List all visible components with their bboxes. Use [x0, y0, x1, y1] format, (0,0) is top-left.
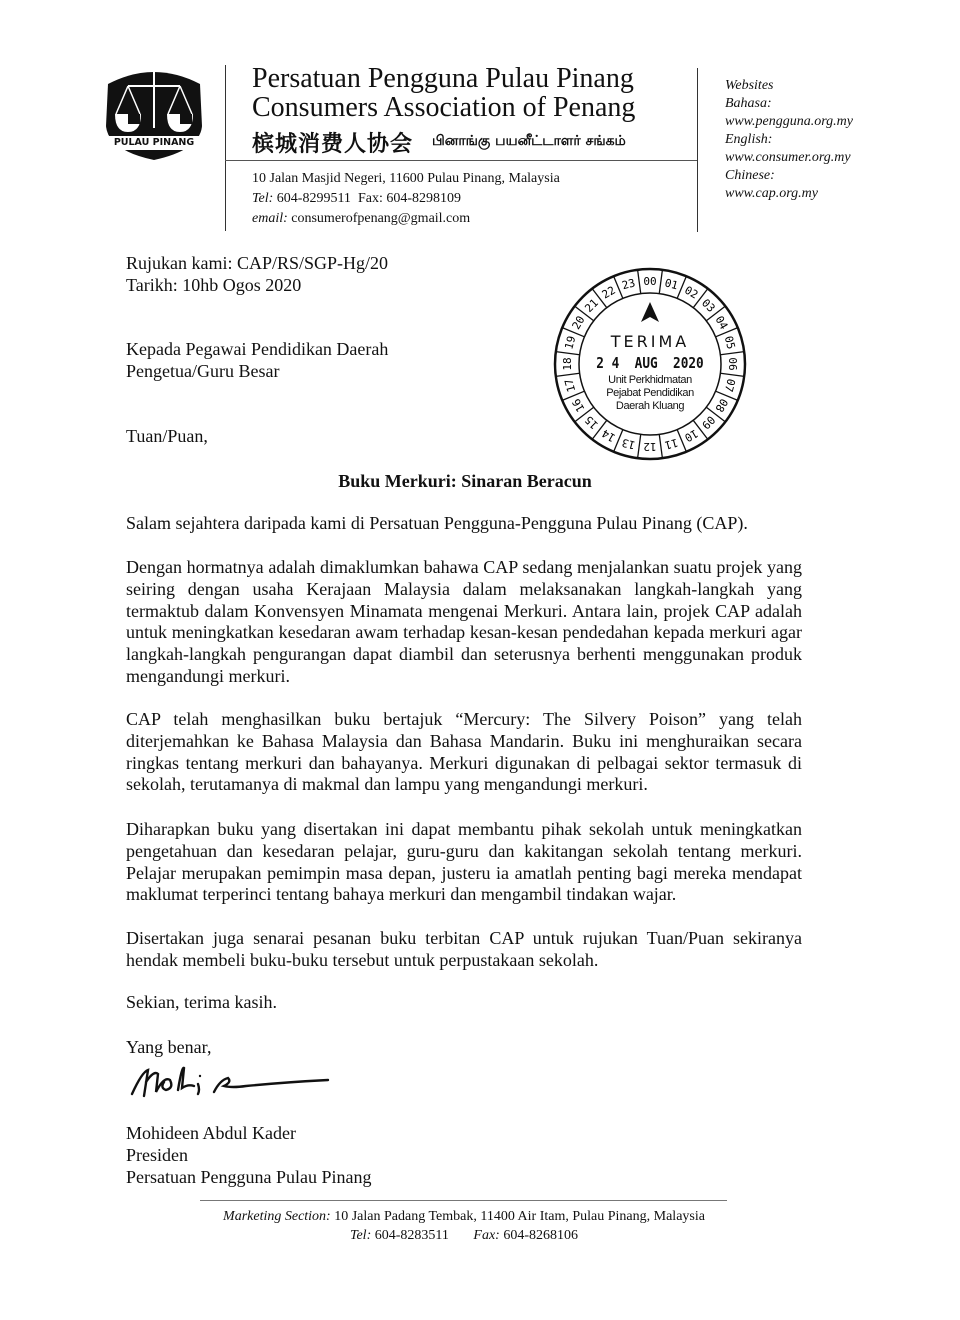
- body-paragraph: CAP telah menghasilkan buku bertajuk “Mercury: The Silvery Poison” yang telah diterjemahkan ke Bahasa Malaysia dan Bahasa Mandarin. Buku ini menghuraikan secara ringkas tentang merkuri dan bahayanya. Merkuri digunakan di pelbagai sektor termasuk di sekolah, terutamanya di makmal dan lampu yang mengandungi merkuri.: [126, 709, 802, 795]
- stamp-hour-label: 18: [561, 357, 574, 371]
- org-name-english: Consumers Association of Penang: [252, 92, 636, 123]
- sign-off: Yang benar,: [126, 1037, 212, 1057]
- stamp-hour-label: 09: [699, 413, 718, 432]
- reference-number: Rujukan kami: CAP/RS/SGP-Hg/20: [126, 253, 389, 273]
- stamp-hour-label: 02: [682, 283, 701, 302]
- stamp-hour-label: 00: [643, 275, 657, 288]
- stamp-line: Unit Perkhidmatan: [608, 374, 692, 386]
- website-label: Bahasa:: [725, 96, 772, 111]
- stamp-hour-label: 03: [699, 296, 718, 315]
- stamp-hour-label: 21: [582, 296, 601, 315]
- footer-contact: [160, 1226, 768, 1245]
- website-link[interactable]: www.consumer.org.my: [725, 150, 851, 165]
- email-label: email:: [252, 211, 288, 226]
- arrow-up-icon: [641, 302, 659, 322]
- org-name-chinese: 槟城消费人协会: [252, 132, 414, 157]
- closing: Sekian, terima kasih.: [126, 992, 277, 1012]
- fax-label: Fax:: [357, 191, 383, 206]
- org-email: [252, 209, 560, 229]
- stamp-hour-label: 19: [562, 334, 579, 351]
- stamp-hour-label: 04: [712, 313, 731, 332]
- signatory-title: Presiden: [126, 1145, 188, 1165]
- stamp-line: Daerah Kluang: [615, 400, 685, 412]
- website-label: English:: [725, 132, 773, 147]
- stamp-hour-label: 14: [599, 426, 618, 445]
- org-address: 10 Jalan Masjid Negeri, 11600 Pulau Pinang, Malaysia: [252, 171, 560, 186]
- header-rule: [225, 160, 697, 161]
- stamp-label: TERIMA: [610, 332, 690, 351]
- stamp-line: Pejabat Pendidikan: [606, 387, 694, 399]
- stamp-hour-label: 10: [682, 426, 701, 445]
- fax-value: 604-8298109: [386, 191, 461, 206]
- website-link[interactable]: www.cap.org.my: [725, 186, 818, 201]
- signatory-organisation: Persatuan Pengguna Pulau Pinang: [126, 1167, 372, 1187]
- stamp-hour-label: 11: [663, 435, 680, 452]
- body-paragraph: Dengan hormatnya adalah dimaklumkan bahawa CAP sedang menjalankan suatu projek yang seiring dengan usaha Kerajaan Malaysia dalam melaksanakan langkah-langkah yang termaktub dalam Konvensyen Minamata mengenai Merkuri. Antara lain, projek CAP adalah untuk meningkatkan kesedaran awam terhadap kesan-kesan pendedahan kepada merkuri agar langkah-langkah pengurangan dapat diambil dan seterusnya berhenti menggunakan produk mengandungi merkuri.: [126, 557, 802, 686]
- letter-subject: Buku Merkuri: Sinaran Beracun: [338, 471, 592, 491]
- footer-tel-label: Tel:: [349, 1228, 372, 1243]
- body-paragraph: Disertakan juga senarai pesanan buku terbitan CAP untuk rujukan Tuan/Puan sekiranya hendak membeli buku-buku tersebut untuk perpustakaan sekolah.: [126, 928, 802, 970]
- stamp-hour-label: 07: [721, 377, 738, 394]
- websites-block: [725, 77, 853, 203]
- org-name-malay: Persatuan Pengguna Pulau Pinang: [252, 63, 634, 94]
- websites-label: Websites: [725, 78, 774, 93]
- footer-address-text: 10 Jalan Padang Tembak, 11400 Air Itam, Pulau Pinang, Malaysia: [334, 1209, 705, 1224]
- stamp-hour-label: 16: [569, 396, 588, 415]
- org-phone-fax: [252, 189, 560, 209]
- stamp-hour-label: 01: [663, 276, 680, 293]
- received-stamp: [552, 266, 748, 462]
- letter-date: Tarikh: 10hb Ogos 2020: [126, 275, 302, 295]
- footer-address: [160, 1207, 768, 1226]
- stamp-ring-divider: [638, 270, 641, 294]
- org-name-tamil: பினாங்கு பயனீட்டாளர் சங்கம்: [432, 133, 626, 149]
- footer-fax: 604-8268106: [503, 1228, 579, 1243]
- header-divider-left: [225, 65, 226, 231]
- stamp-hour-label: 22: [599, 283, 618, 302]
- stamp-hour-label: 23: [620, 276, 637, 293]
- recipient-line: Kepada Pegawai Pendidikan Daerah: [126, 339, 389, 359]
- stamp-hour-label: 13: [620, 435, 637, 452]
- website-link[interactable]: www.pengguna.org.my: [725, 114, 853, 129]
- stamp-ring-divider: [638, 434, 641, 458]
- email-link[interactable]: consumerofpenang@gmail.com: [291, 211, 471, 226]
- org-address-block: [252, 169, 560, 229]
- body-paragraph: Diharapkan buku yang disertakan ini dapat membantu pihak sekolah untuk meningkatkan pengetahuan dan kesedaran pelajar, guru-guru dan kakitangan sekolah tentang merkuri. Pelajar merupakan pemimpin masa depan, justeru ia amatlah penting bagi mereka mendapat maklumat terperinci tentang bahaya merkuri dan mengambil tindakan wajar.: [126, 819, 802, 905]
- stamp-hour-label: 15: [582, 413, 601, 432]
- stamp-date: 2 4 AUG 2020: [596, 354, 704, 372]
- website-label: Chinese:: [725, 168, 775, 183]
- body-paragraph: Salam sejahtera daripada kami di Persatuan Pengguna-Pengguna Pulau Pinang (CAP).: [126, 513, 748, 533]
- cap-logo: [100, 66, 208, 162]
- salutation: Tuan/Puan,: [126, 426, 208, 446]
- recipient-line: Pengetua/Guru Besar: [126, 361, 280, 381]
- stamp-ring-divider: [659, 270, 662, 294]
- stamp-hour-label: 12: [643, 440, 657, 453]
- signature: [128, 1062, 338, 1109]
- stamp-hour-label: 06: [726, 357, 739, 371]
- stamp-hour-label: 08: [712, 396, 731, 415]
- logo-text: PULAU PINANG: [113, 137, 195, 148]
- footer-section-label: Marketing Section:: [223, 1209, 331, 1224]
- stamp-hour-label: 05: [721, 334, 738, 351]
- stamp-hour-label: 20: [569, 313, 588, 332]
- footer-fax-label: Fax:: [473, 1228, 500, 1243]
- stamp-hour-label: 17: [562, 377, 579, 394]
- header-divider-right: [697, 68, 698, 232]
- stamp-ring-divider: [659, 434, 662, 458]
- tel-label: Tel:: [252, 191, 274, 206]
- stamp-unit: [552, 374, 748, 413]
- footer-tel: 604-8283511: [374, 1228, 449, 1243]
- footer-rule: [200, 1200, 727, 1201]
- tel-value: 604-8299511: [276, 191, 351, 206]
- signatory-name: Mohideen Abdul Kader: [126, 1123, 296, 1143]
